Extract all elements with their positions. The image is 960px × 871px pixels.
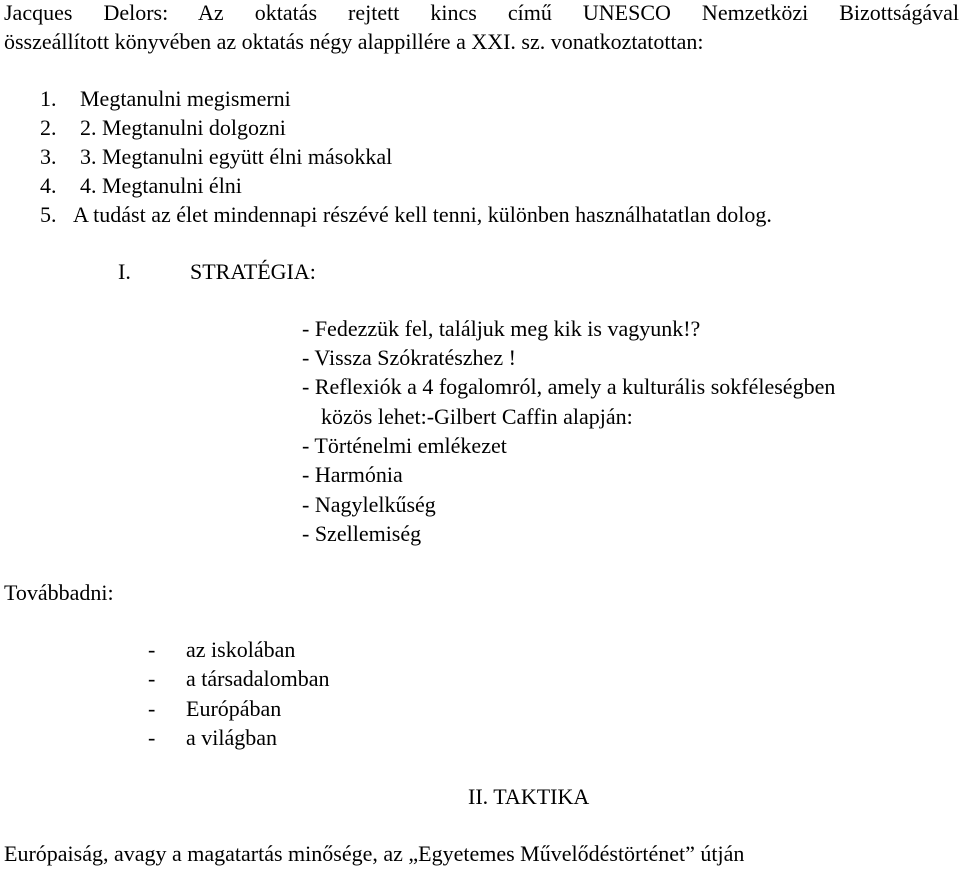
list-item: - Történelmi emlékezet [302, 433, 507, 458]
list-item-number: 4. [40, 173, 57, 198]
strategy-heading: STRATÉGIA: [190, 259, 316, 284]
furthermore-label: Továbbadni: [4, 580, 114, 605]
list-item-dash: - [148, 725, 156, 750]
list-item-text: az iskolában [186, 637, 296, 662]
list-item-number: 2. [40, 115, 57, 140]
list-item-dash: - [148, 696, 156, 721]
intro-line-1: Jacques Delors: Az oktatás rejtett kincs című UNESCO Nemzetközi Bizottságával [4, 0, 959, 25]
list-item-text: 4. Megtanulni élni [80, 173, 242, 198]
list-item-text: 2. Megtanulni dolgozni [80, 115, 286, 140]
list-item: - Harmónia [302, 462, 403, 487]
closing-line: Európaiság, avagy a magatartás minősége, az „Egyetemes Művelődéstörténet” útján [4, 841, 745, 866]
list-item-number: 5. [40, 202, 57, 227]
list-item-text: A tudást az élet mindennapi részévé kell tenni, különben használhatatlan dolog. [73, 202, 772, 227]
list-item-text: Európában [186, 696, 282, 721]
list-item: közös lehet:-Gilbert Caffin alapján: [321, 404, 633, 429]
list-item: - Reflexiók a 4 fogalomról, amely a kulturális sokféleségben [302, 374, 836, 399]
list-item-dash: - [148, 637, 156, 662]
list-item-dash: - [148, 666, 156, 691]
list-item-number: 3. [40, 144, 57, 169]
list-item: - Szellemiség [302, 521, 422, 546]
list-item: - Vissza Szókratészhez ! [302, 345, 516, 370]
list-item-text: Megtanulni megismerni [80, 86, 291, 111]
tactic-heading: II. TAKTIKA [468, 784, 590, 809]
list-item-text: a világban [186, 725, 278, 750]
intro-paragraph [4, 0, 959, 56]
list-item-number: 1. [40, 86, 57, 111]
strategy-number: I. [118, 259, 131, 284]
list-item: - Fedezzük fel, találjuk meg kik is vagyunk!? [302, 316, 701, 341]
list-item-text: 3. Megtanulni együtt élni másokkal [80, 144, 393, 169]
list-item-text: a társadalomban [186, 666, 330, 691]
intro-line-2: összeállított könyvében az oktatás négy alappillére a XXI. sz. vonatkoztatottan: [4, 29, 704, 54]
list-item: - Nagylelkűség [302, 492, 436, 517]
